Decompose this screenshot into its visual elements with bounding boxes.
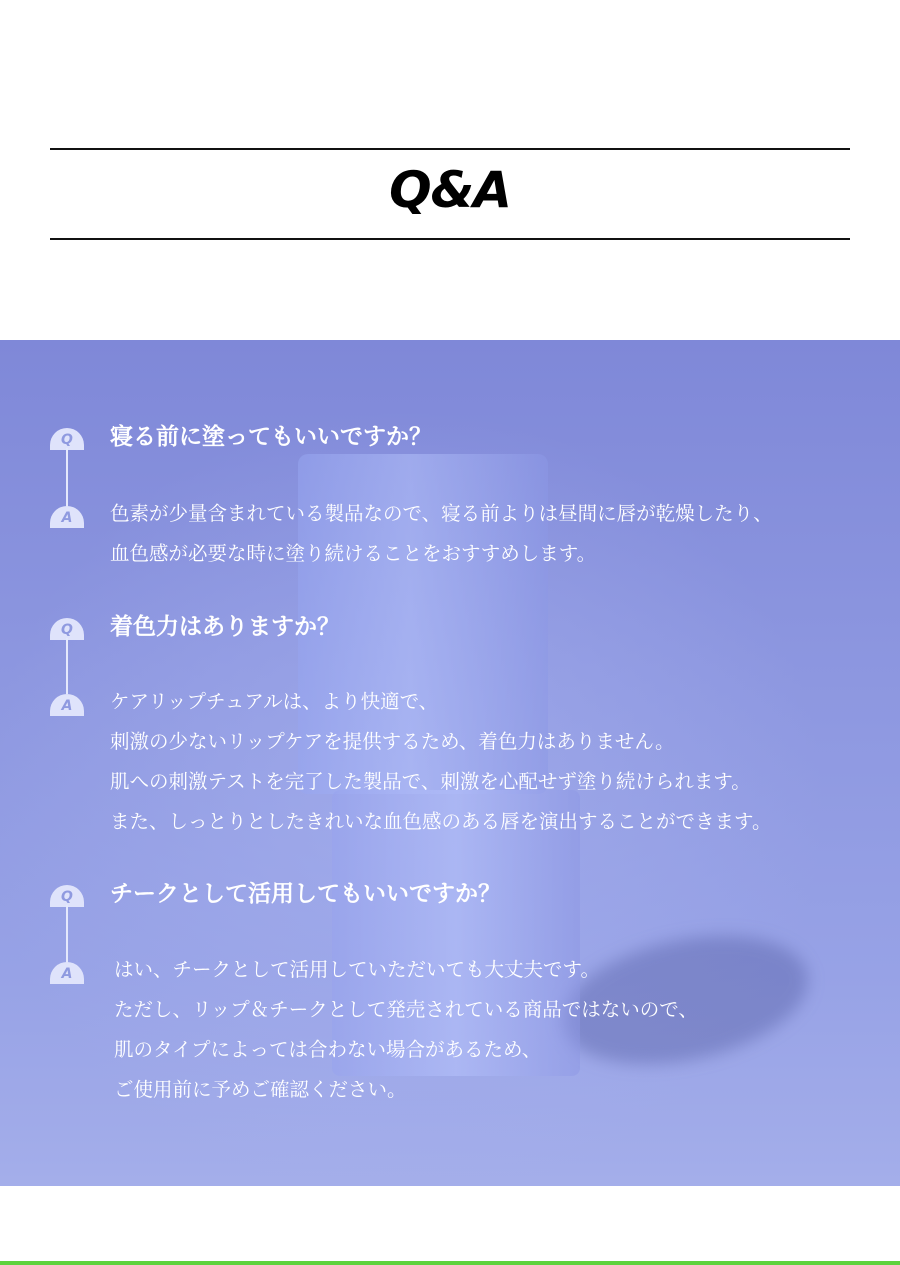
question-badge-icon: Q: [50, 885, 84, 907]
qa-panel: [0, 340, 900, 1186]
answer-badge-icon: A: [50, 962, 84, 984]
faq-answer-3: [114, 950, 874, 1110]
answer-line: また、しっとりとしたきれいな血色感のある唇を演出することができます。: [110, 810, 772, 833]
faq-answer-2: [110, 682, 870, 842]
answer-line: ご使用前に予めご確認ください。: [114, 1078, 407, 1101]
faq-question-1: 寝る前に塗ってもいいですか？: [110, 424, 432, 450]
question-badge-icon: Q: [50, 618, 84, 640]
title-top-rule: [50, 148, 850, 150]
answer-line: 肌への刺激テストを完了した製品で、刺激を心配せず塗り続けられます。: [110, 770, 751, 793]
answer-line: 刺激の少ないリップケアを提供するため、着色力はありません。: [110, 730, 675, 753]
title-bottom-rule: [50, 238, 850, 240]
question-badge-icon: Q: [50, 428, 84, 450]
page-title: Q&A: [389, 161, 511, 219]
qa-connector-line: [66, 448, 68, 508]
qa-connector-line: [66, 638, 68, 694]
faq-question-3: チークとして活用してもいいですか？: [110, 881, 501, 907]
answer-line: 血色感が必要な時に塗り続けることをおすすめします。: [110, 542, 597, 565]
qa-connector-line: [66, 905, 68, 963]
faq-answer-1: [110, 494, 870, 574]
answer-line: 肌のタイプによっては合わない場合があるため、: [114, 1038, 542, 1061]
answer-badge-icon: A: [50, 506, 84, 528]
answer-badge-icon: A: [50, 694, 84, 716]
answer-line: はい、チークとして活用していただいても大丈夫です。: [114, 958, 600, 981]
answer-line: 色素が少量含まれている製品なので、寝る前よりは昼間に唇が乾燥したり、: [110, 502, 773, 525]
answer-line: ケアリップチュアルは、より快適で、: [110, 690, 439, 713]
bottom-accent-strip: [0, 1261, 900, 1265]
faq-question-2: 着色力はありますか？: [110, 614, 340, 640]
answer-line: ただし、リップ＆チークとして発売されている商品ではないので、: [114, 998, 698, 1021]
